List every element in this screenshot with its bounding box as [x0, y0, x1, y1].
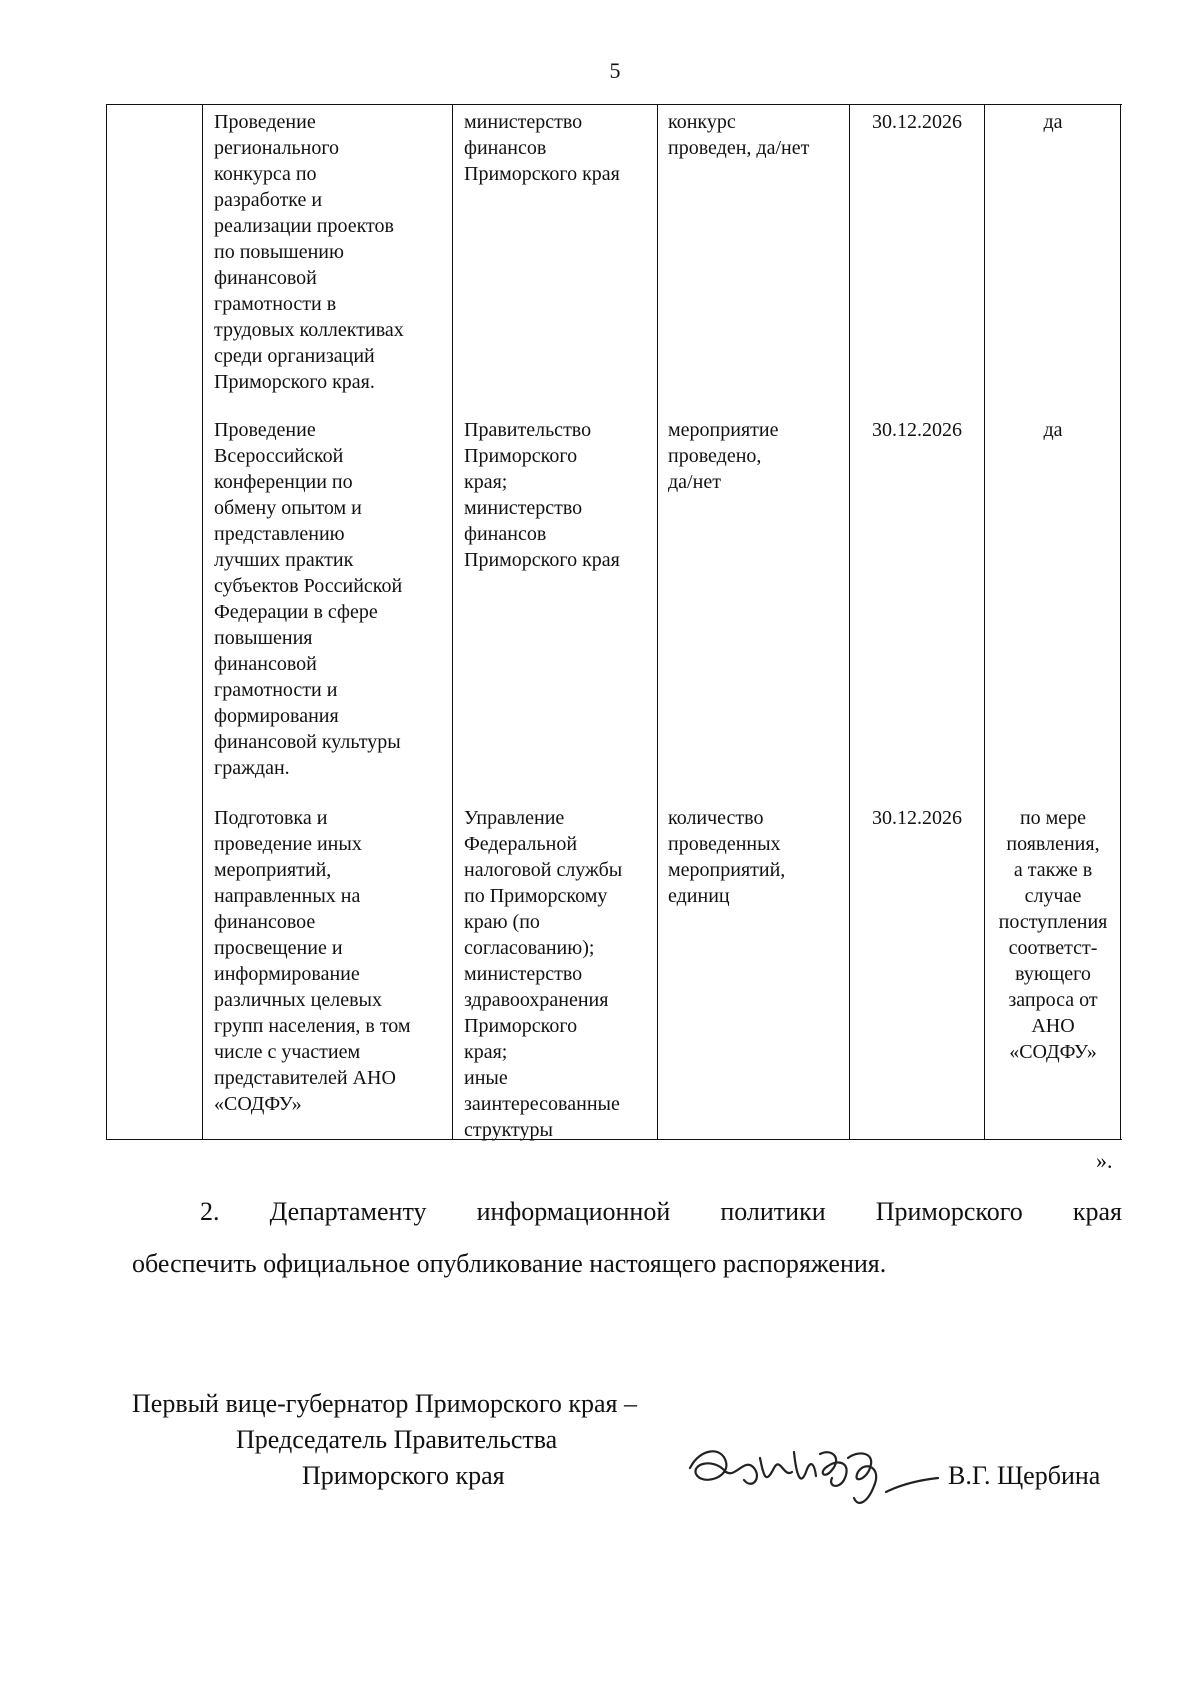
closing-quote: ». — [1096, 1148, 1113, 1173]
row-1-deadline: 30.12.2026 — [872, 111, 962, 133]
paragraph-line-1: 2. Департаменту информационной политики Приморского края — [200, 1197, 1122, 1226]
signatory-name: В.Г. Щербина — [948, 1461, 1101, 1490]
row-3-deadline: 30.12.2026 — [872, 807, 962, 829]
signature-icon — [682, 1428, 942, 1518]
row-1-value: да — [1043, 111, 1063, 133]
page-number: 5 — [609, 58, 621, 83]
handwritten-signature — [682, 1428, 942, 1518]
row-1-indicator: конкурс проведен, да/нет — [668, 111, 810, 159]
column-divider — [849, 105, 850, 1139]
row-2-activity: Проведение Всероссийской конференции по обмену опытом и представлению лучших практик субъектов Российской Федерации в сфере повышения финансовой грамотности и формирования финансовой культуры граждан. — [214, 419, 403, 779]
row-2-value: да — [1043, 419, 1063, 441]
signatory-title-line-3: Приморского края — [302, 1461, 505, 1490]
row-2-indicator: мероприятие проведено, да/нет — [668, 419, 779, 493]
activities-table — [106, 104, 1122, 1140]
signatory-title-line-2: Председатель Правительства — [236, 1425, 558, 1454]
row-2-responsible: Правительство Приморского края; министерство финансов Приморского края — [464, 419, 620, 571]
row-3-indicator: количество проведенных мероприятий, единиц — [668, 807, 786, 907]
row-2-deadline: 30.12.2026 — [872, 419, 962, 441]
row-3-activity: Подготовка и проведение иных мероприятий, направленных на финансовое просвещение и информирование различных целевых групп населения, в том числе с участием представителей АНО «СОДФУ» — [214, 807, 411, 1115]
column-divider — [984, 105, 985, 1139]
paragraph-2 — [132, 1186, 1122, 1290]
row-3-value: по мере появления, а также в случае поступления соответст- вующего запроса от АНО «СОДФУ» — [998, 807, 1108, 1063]
signatory-title-line-1: Первый вице-губернатор Приморского края – — [132, 1389, 637, 1418]
column-divider — [657, 105, 658, 1139]
column-divider — [202, 105, 203, 1139]
table-border-left — [106, 105, 107, 1139]
paragraph-line-2: обеспечить официальное опубликование настоящего распоряжения. — [132, 1249, 887, 1278]
column-divider — [452, 105, 453, 1139]
row-1-activity: Проведение регионального конкурса по разработке и реализации проектов по повышению финансовой грамотности в трудовых коллективах среди организаций Приморского края. — [214, 111, 404, 393]
row-3-responsible: Управление Федеральной налоговой службы по Приморскому краю (по согласованию); министерство здравоохранения Приморского края; иные заинтересованные структуры — [464, 807, 623, 1141]
row-1-responsible: министерство финансов Приморского края — [464, 111, 620, 185]
table-border-right — [1120, 105, 1121, 1139]
